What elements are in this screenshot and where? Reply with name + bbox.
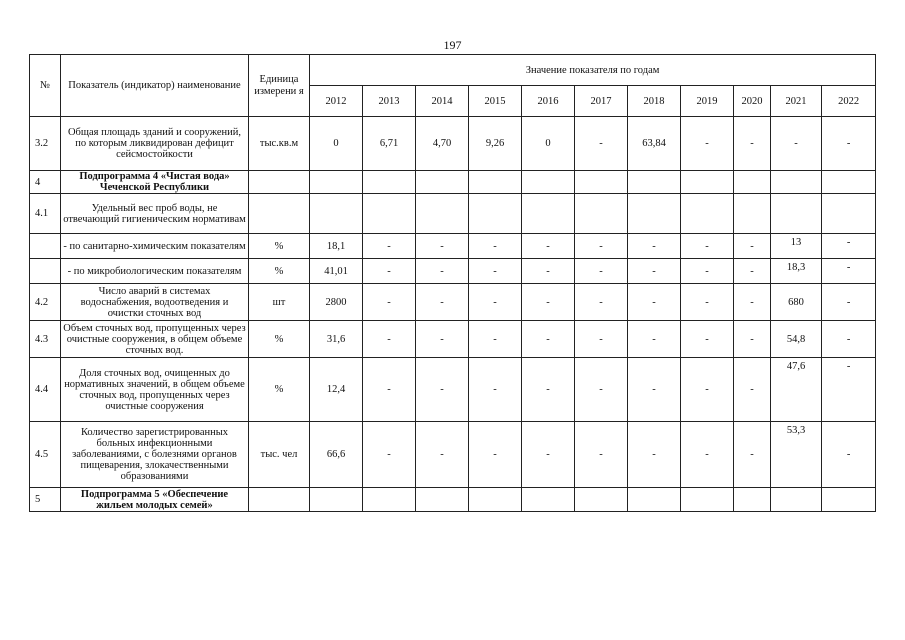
indicator-name: - по микробиологическим показателям	[61, 259, 249, 284]
indicator-name: Число аварий в системах водоснабжения, водоотведения и очистки сточных вод	[61, 284, 249, 321]
year-2013: 2013	[363, 86, 416, 117]
value-cell	[522, 171, 575, 194]
indicator-name: Доля сточных вод, очищенных до нормативных значений, в общем объеме сточных вод, пропущенных через очистные сооружения	[61, 358, 249, 422]
unit-cell	[249, 171, 310, 194]
value-cell: 0	[310, 117, 363, 171]
value-cell: -	[575, 321, 628, 358]
value-cell: -	[469, 358, 522, 422]
value-cell	[469, 194, 522, 234]
table-row	[30, 259, 876, 284]
value-cell	[575, 171, 628, 194]
row-number: 5	[30, 488, 61, 512]
table-row	[30, 422, 876, 488]
value-cell	[363, 488, 416, 512]
value-cell: -	[628, 284, 681, 321]
value-cell: -	[575, 358, 628, 422]
header-values-by-year: Значение показателя по годам	[310, 55, 876, 86]
value-cell	[575, 194, 628, 234]
value-cell: -	[363, 321, 416, 358]
value-cell: -	[822, 259, 876, 284]
row-number: 3.2	[30, 117, 61, 171]
value-cell: 53,3	[771, 422, 822, 488]
unit-cell: %	[249, 234, 310, 259]
value-cell: -	[522, 422, 575, 488]
value-cell: -	[628, 321, 681, 358]
value-cell: -	[681, 234, 734, 259]
value-cell: 2800	[310, 284, 363, 321]
value-cell: -	[522, 358, 575, 422]
value-cell	[681, 194, 734, 234]
value-cell: -	[822, 422, 876, 488]
value-cell: -	[522, 234, 575, 259]
header-indicator: Показатель (индикатор) наименование	[61, 55, 249, 117]
value-cell	[363, 194, 416, 234]
year-2019: 2019	[681, 86, 734, 117]
value-cell	[416, 488, 469, 512]
value-cell: -	[681, 422, 734, 488]
value-cell	[822, 194, 876, 234]
value-cell: 4,70	[416, 117, 469, 171]
unit-cell	[249, 194, 310, 234]
value-cell	[310, 488, 363, 512]
value-cell: -	[628, 358, 681, 422]
value-cell: -	[822, 284, 876, 321]
value-cell: -	[822, 321, 876, 358]
value-cell: -	[734, 117, 771, 171]
year-2012: 2012	[310, 86, 363, 117]
table-row	[30, 117, 876, 171]
value-cell	[522, 194, 575, 234]
value-cell	[822, 171, 876, 194]
table-row	[30, 321, 876, 358]
table-row	[30, 284, 876, 321]
value-cell: -	[771, 117, 822, 171]
value-cell: -	[575, 117, 628, 171]
value-cell: -	[469, 259, 522, 284]
value-cell	[628, 171, 681, 194]
value-cell: -	[822, 117, 876, 171]
value-cell: -	[522, 284, 575, 321]
value-cell: -	[416, 234, 469, 259]
unit-cell: тыс.кв.м	[249, 117, 310, 171]
value-cell	[681, 171, 734, 194]
value-cell: -	[681, 321, 734, 358]
value-cell	[416, 194, 469, 234]
value-cell	[575, 488, 628, 512]
table-row	[30, 234, 876, 259]
value-cell: -	[363, 358, 416, 422]
value-cell: -	[522, 321, 575, 358]
value-cell	[522, 488, 575, 512]
row-number: 4.1	[30, 194, 61, 234]
table-row	[30, 358, 876, 422]
year-2022: 2022	[822, 86, 876, 117]
value-cell: 41,01	[310, 259, 363, 284]
indicator-name: Подпрограмма 4 «Чистая вода» Чеченской Республики	[61, 171, 249, 194]
value-cell: -	[734, 234, 771, 259]
value-cell	[734, 171, 771, 194]
value-cell: -	[416, 358, 469, 422]
indicator-name: Количество зарегистрированных больных инфекционными заболеваниями, с болезнями органов пищеварения, злокачественными образованиями	[61, 422, 249, 488]
value-cell	[628, 488, 681, 512]
table-row	[30, 171, 876, 194]
value-cell: -	[575, 422, 628, 488]
value-cell: -	[469, 284, 522, 321]
unit-cell: %	[249, 358, 310, 422]
value-cell	[771, 488, 822, 512]
value-cell: -	[522, 259, 575, 284]
unit-cell: %	[249, 321, 310, 358]
value-cell: -	[363, 259, 416, 284]
value-cell: -	[734, 422, 771, 488]
value-cell: -	[469, 321, 522, 358]
value-cell: -	[363, 234, 416, 259]
value-cell: -	[575, 234, 628, 259]
value-cell: 63,84	[628, 117, 681, 171]
value-cell	[734, 194, 771, 234]
year-2015: 2015	[469, 86, 522, 117]
value-cell: -	[575, 259, 628, 284]
value-cell: 0	[522, 117, 575, 171]
value-cell	[416, 171, 469, 194]
unit-cell: %	[249, 259, 310, 284]
value-cell: -	[416, 284, 469, 321]
value-cell: -	[822, 234, 876, 259]
value-cell: -	[416, 321, 469, 358]
value-cell	[310, 171, 363, 194]
value-cell: -	[734, 358, 771, 422]
value-cell: -	[416, 422, 469, 488]
value-cell: -	[363, 284, 416, 321]
indicators-table	[29, 54, 876, 512]
indicator-name: Общая площадь зданий и сооружений, по которым ликвидирован дефицит сейсмостойкости	[61, 117, 249, 171]
row-number: 4.2	[30, 284, 61, 321]
value-cell: 12,4	[310, 358, 363, 422]
year-2020: 2020	[734, 86, 771, 117]
value-cell: -	[734, 284, 771, 321]
page-number: 197	[443, 38, 462, 52]
row-number	[30, 234, 61, 259]
value-cell	[628, 194, 681, 234]
value-cell: -	[363, 422, 416, 488]
value-cell	[469, 171, 522, 194]
indicator-name: Удельный вес проб воды, не отвечающий гигиеническим нормативам	[61, 194, 249, 234]
row-number: 4.5	[30, 422, 61, 488]
year-2017: 2017	[575, 86, 628, 117]
year-2021: 2021	[771, 86, 822, 117]
unit-cell	[249, 488, 310, 512]
row-number	[30, 259, 61, 284]
value-cell	[310, 194, 363, 234]
value-cell	[681, 488, 734, 512]
value-cell: 31,6	[310, 321, 363, 358]
value-cell	[734, 488, 771, 512]
table-row	[30, 488, 876, 512]
value-cell: -	[681, 358, 734, 422]
row-number: 4	[30, 171, 61, 194]
value-cell: -	[575, 284, 628, 321]
value-cell: -	[681, 259, 734, 284]
indicator-name: - по санитарно-химическим показателям	[61, 234, 249, 259]
value-cell	[469, 488, 522, 512]
value-cell: -	[734, 321, 771, 358]
value-cell	[771, 171, 822, 194]
indicator-name: Подпрограмма 5 «Обеспечение жильем молодых семей»	[61, 488, 249, 512]
value-cell: -	[628, 259, 681, 284]
row-number: 4.4	[30, 358, 61, 422]
value-cell: 47,6	[771, 358, 822, 422]
header-num: №	[30, 55, 61, 117]
row-number: 4.3	[30, 321, 61, 358]
value-cell: -	[469, 422, 522, 488]
value-cell: -	[628, 422, 681, 488]
value-cell: 680	[771, 284, 822, 321]
value-cell: 6,71	[363, 117, 416, 171]
header-unit: Единица измерени я	[249, 55, 310, 117]
value-cell	[771, 194, 822, 234]
indicator-name: Объем сточных вод, пропущенных через очистные сооружения, в общем объеме сточных вод.	[61, 321, 249, 358]
value-cell: -	[681, 284, 734, 321]
value-cell: 18,3	[771, 259, 822, 284]
value-cell: -	[822, 358, 876, 422]
unit-cell: шт	[249, 284, 310, 321]
value-cell: 13	[771, 234, 822, 259]
value-cell: 54,8	[771, 321, 822, 358]
value-cell: 9,26	[469, 117, 522, 171]
value-cell: 18,1	[310, 234, 363, 259]
year-2014: 2014	[416, 86, 469, 117]
value-cell	[822, 488, 876, 512]
value-cell: -	[681, 117, 734, 171]
value-cell	[363, 171, 416, 194]
year-2016: 2016	[522, 86, 575, 117]
year-2018: 2018	[628, 86, 681, 117]
value-cell: -	[416, 259, 469, 284]
value-cell: -	[734, 259, 771, 284]
value-cell: -	[469, 234, 522, 259]
table-row	[30, 194, 876, 234]
unit-cell: тыс. чел	[249, 422, 310, 488]
value-cell: -	[628, 234, 681, 259]
value-cell: 66,6	[310, 422, 363, 488]
